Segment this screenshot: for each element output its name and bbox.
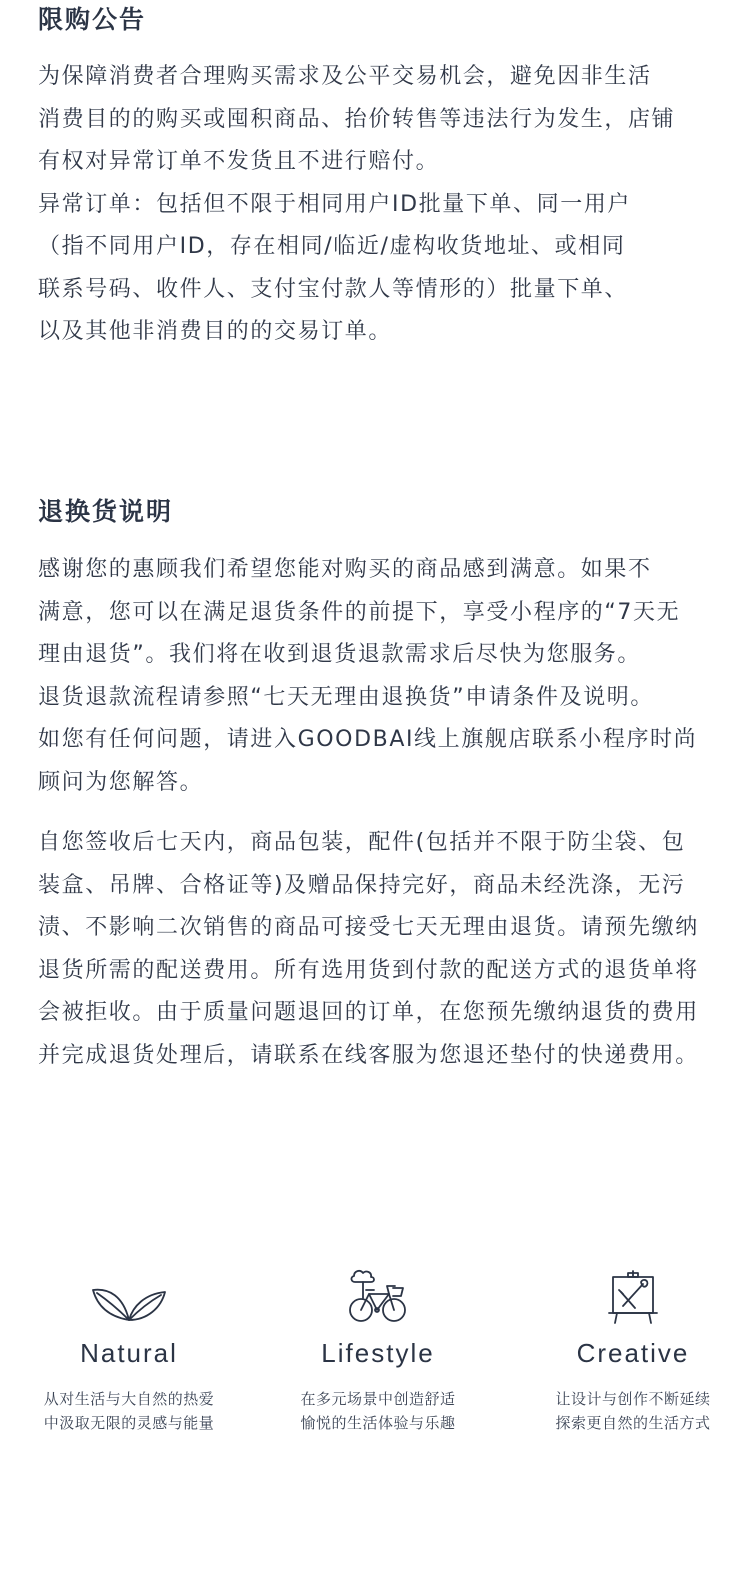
bicycle-icon: [349, 1268, 407, 1324]
feature-natural: [29, 1260, 229, 1435]
feature-title: Creative: [576, 1338, 690, 1368]
text-line: （指不同用户ID，存在相同/临近/虚构收货地址、或相同: [38, 234, 626, 259]
text-line: 退货退款流程请参照“七天无理由退换货”申请条件及说明。: [38, 684, 654, 710]
feature-creative: [533, 1260, 733, 1435]
feature-description: 让设计与创作不断延续 探索更自然的生活方式: [555, 1390, 711, 1432]
feature-description: 在多元场景中创造舒适 愉悦的生活体验与乐趣: [300, 1390, 456, 1432]
text-line: 有权对异常订单不发货且不进行赔付。: [38, 149, 440, 174]
text-line: 会被拒收。由于质量问题退回的订单，在您预先缴纳退货的费用: [38, 1000, 699, 1025]
text-line: 自您签收后七天内，商品包装，配件(包括并不限于防尘袋、包: [38, 830, 686, 855]
purchase-limit-body: [38, 56, 714, 354]
text-line: 满意，您可以在满足退货条件的前提下，享受小程序的“7天无: [38, 599, 681, 625]
text-line: 异常订单：包括但不限于相同用户ID批量下单、同一用户: [38, 191, 632, 217]
text-line: 退货所需的配送费用。所有选用货到付款的配送方式的退货单将: [38, 957, 699, 983]
text-line: 如您有任何问题，请进入GOODBAI线上旗舰店联系小程序时尚: [38, 727, 698, 752]
text-line: 联系号码、收件人、支付宝付款人等情形的）批量下单、: [38, 276, 629, 302]
easel-icon: [607, 1270, 659, 1324]
feature-title: Natural: [80, 1338, 178, 1368]
text-line: 理由退货”。我们将在收到退货退款需求后尽快为您服务。: [38, 642, 641, 667]
feature-description: 从对生活与大自然的热爱 中汲取无限的灵感与能量: [43, 1390, 215, 1432]
text-line: 以及其他非消费目的的交易订单。: [38, 319, 393, 344]
feature-title: Lifestyle: [321, 1338, 435, 1368]
feature-lifestyle: [278, 1260, 478, 1435]
text-line: 感谢您的惠顾我们希望您能对购买的商品感到满意。如果不: [38, 557, 652, 582]
purchase-limit-title: 限购公告: [38, 5, 147, 34]
text-line: 并完成退货处理后，请联系在线客服为您退还垫付的快递费用。: [38, 1042, 699, 1068]
text-line: 装盒、吊牌、合格证等)及赠品保持完好，商品未经洗涤，无污: [38, 872, 686, 898]
leaf-icon: [91, 1280, 167, 1324]
text-line: 为保障消费者合理购买需求及公平交易机会，避免因非生活: [38, 64, 652, 89]
text-line: 顾问为您解答。: [38, 769, 204, 795]
text-line: 消费目的的购买或囤积商品、抬价转售等违法行为发生，店铺: [38, 106, 676, 132]
returns-title: 退换货说明: [38, 497, 174, 526]
returns-paragraph-2: [38, 822, 714, 1077]
returns-paragraph-1: [38, 549, 714, 804]
text-line: 渍、不影响二次销售的商品可接受七天无理由退货。请预先缴纳: [38, 915, 699, 940]
